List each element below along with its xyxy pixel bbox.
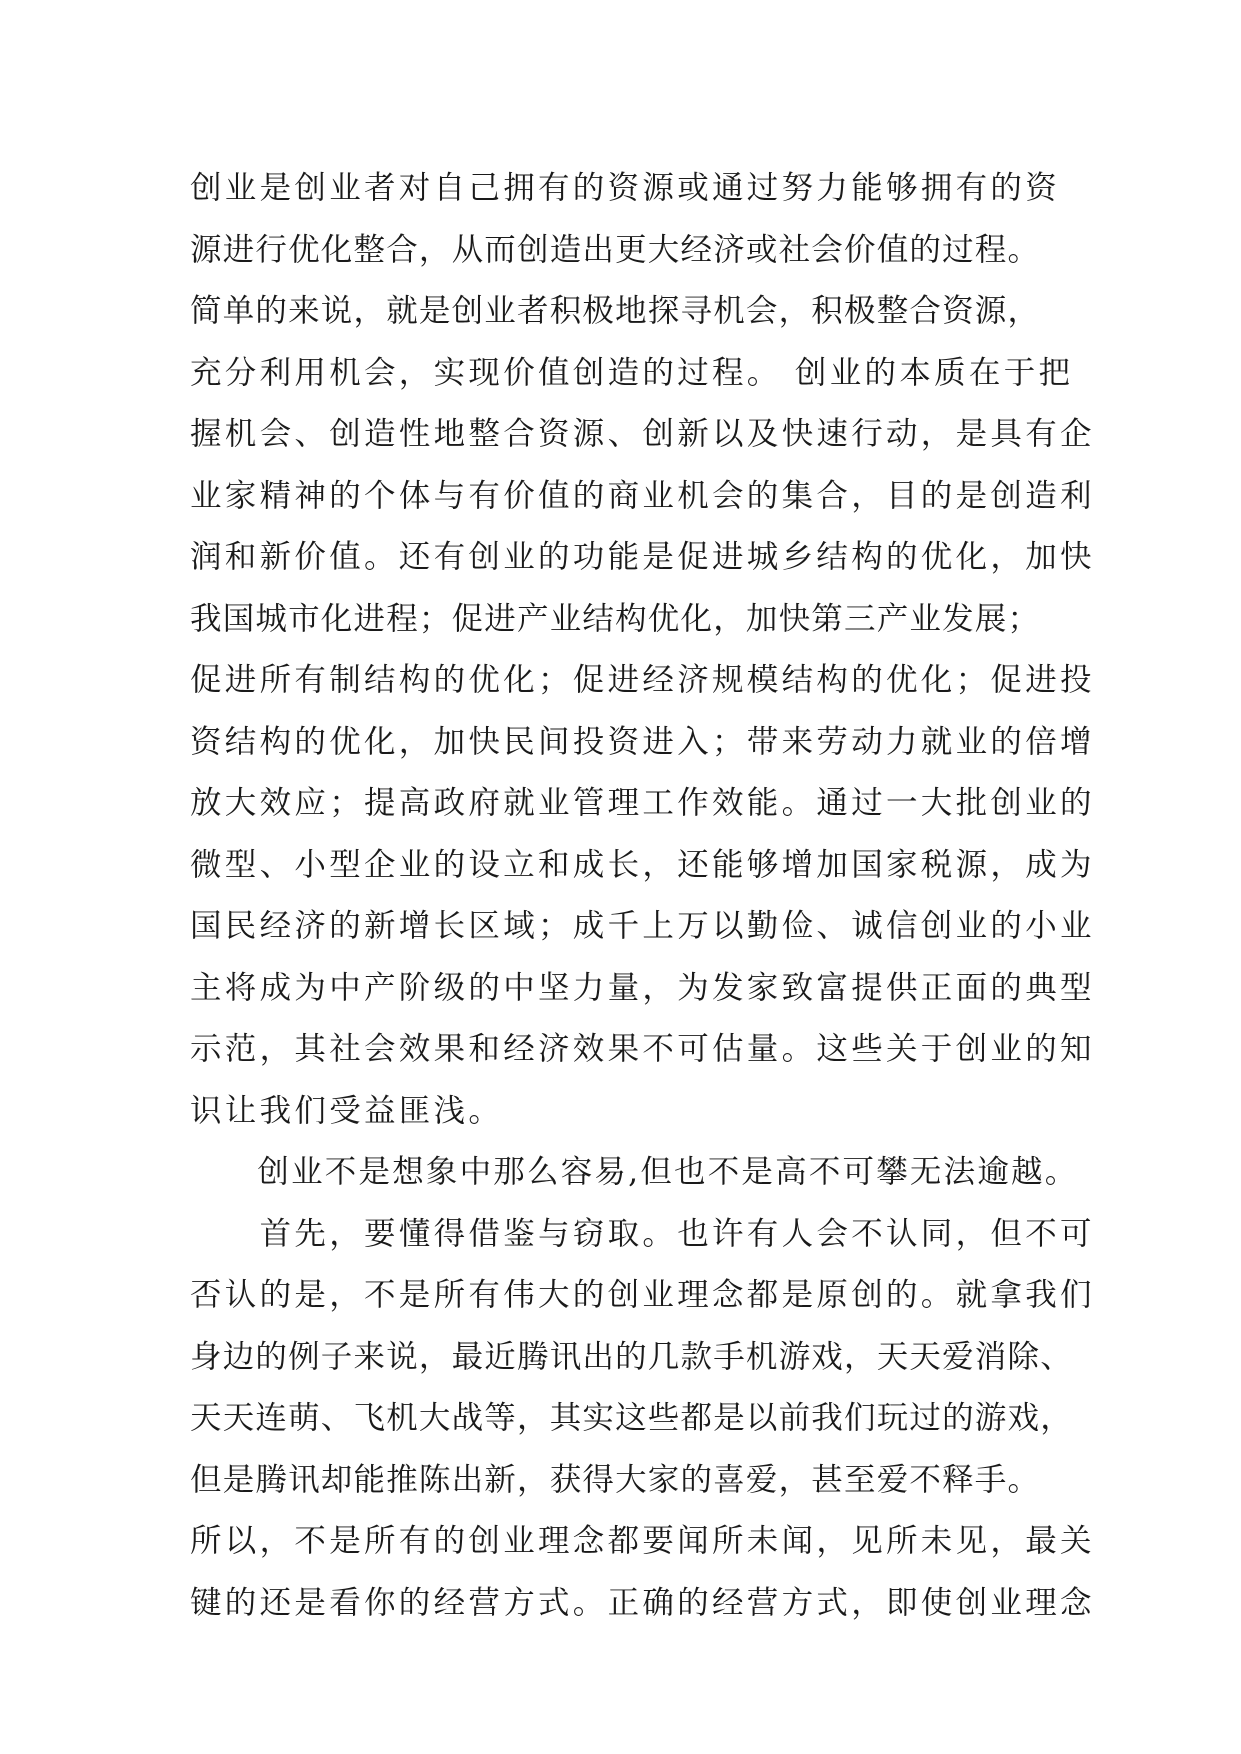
text-line: 创业不是想象中那么容易,但也不是高不可攀无法逾越。 xyxy=(190,1154,1079,1190)
text-line: 主将成为中产阶级的中坚力量，为发家致富提供正面的典型 xyxy=(190,969,1095,1006)
text-line: 示范，其社会效果和经济效果不可估量。这些关于创业的知 xyxy=(190,1031,1095,1067)
text-line: 但是腾讯却能推陈出新，获得大家的喜爱，甚至爱不释手。 xyxy=(190,1461,1041,1498)
text-line: 否认的是，不是所有伟大的创业理念都是原创的。就拿我们 xyxy=(190,1277,1095,1313)
text-line: 握机会、创造性地整合资源、创新以及快速行动，是具有企 xyxy=(190,416,1095,452)
text-line: 识让我们受益匪浅。 xyxy=(190,1092,504,1129)
text-line: 源进行优化整合，从而创造出更大经济或社会价值的过程。 xyxy=(190,231,1041,268)
text-line: 放大效应；提高政府就业管理工作效能。通过一大批创业的 xyxy=(190,785,1095,821)
body-text xyxy=(190,158,1095,1634)
text-line: 资结构的优化，加快民间投资进入；带来劳动力就业的倍增 xyxy=(190,723,1095,760)
text-line: 促进所有制结构的优化；促进经济规模结构的优化；促进投 xyxy=(190,662,1095,698)
text-line: 国民经济的新增长区域；成千上万以勤俭、诚信创业的小业 xyxy=(190,908,1095,944)
text-line: 微型、小型企业的设立和成长，还能够增加国家税源，成为 xyxy=(190,846,1095,883)
text-line: 简单的来说，就是创业者积极地探寻机会，积极整合资源， xyxy=(190,293,1041,329)
text-line: 业家精神的个体与有价值的商业机会的集合，目的是创造利 xyxy=(190,477,1095,514)
text-line: 键的还是看你的经营方式。正确的经营方式，即使创业理念 xyxy=(190,1584,1095,1621)
text-line: 所以，不是所有的创业理念都要闻所未闻，见所未见，最关 xyxy=(190,1523,1095,1559)
text-line: 充分利用机会，实现价值创造的过程。 创业的本质在于把 xyxy=(190,354,1074,391)
text-line: 创业是创业者对自己拥有的资源或通过努力能够拥有的资 xyxy=(190,170,1061,206)
text-line: 润和新价值。还有创业的功能是促进城乡结构的优化，加快 xyxy=(190,539,1095,575)
text-line: 身边的例子来说，最近腾讯出的几款手机游戏，天天爱消除、 xyxy=(190,1338,1073,1375)
text-line: 首先，要懂得借鉴与窃取。也许有人会不认同，但不可 xyxy=(190,1215,1095,1252)
text-line: 我国城市化进程；促进产业结构优化，加快第三产业发展； xyxy=(190,600,1041,637)
text-line: 天天连萌、飞机大战等，其实这些都是以前我们玩过的游戏， xyxy=(190,1400,1073,1436)
